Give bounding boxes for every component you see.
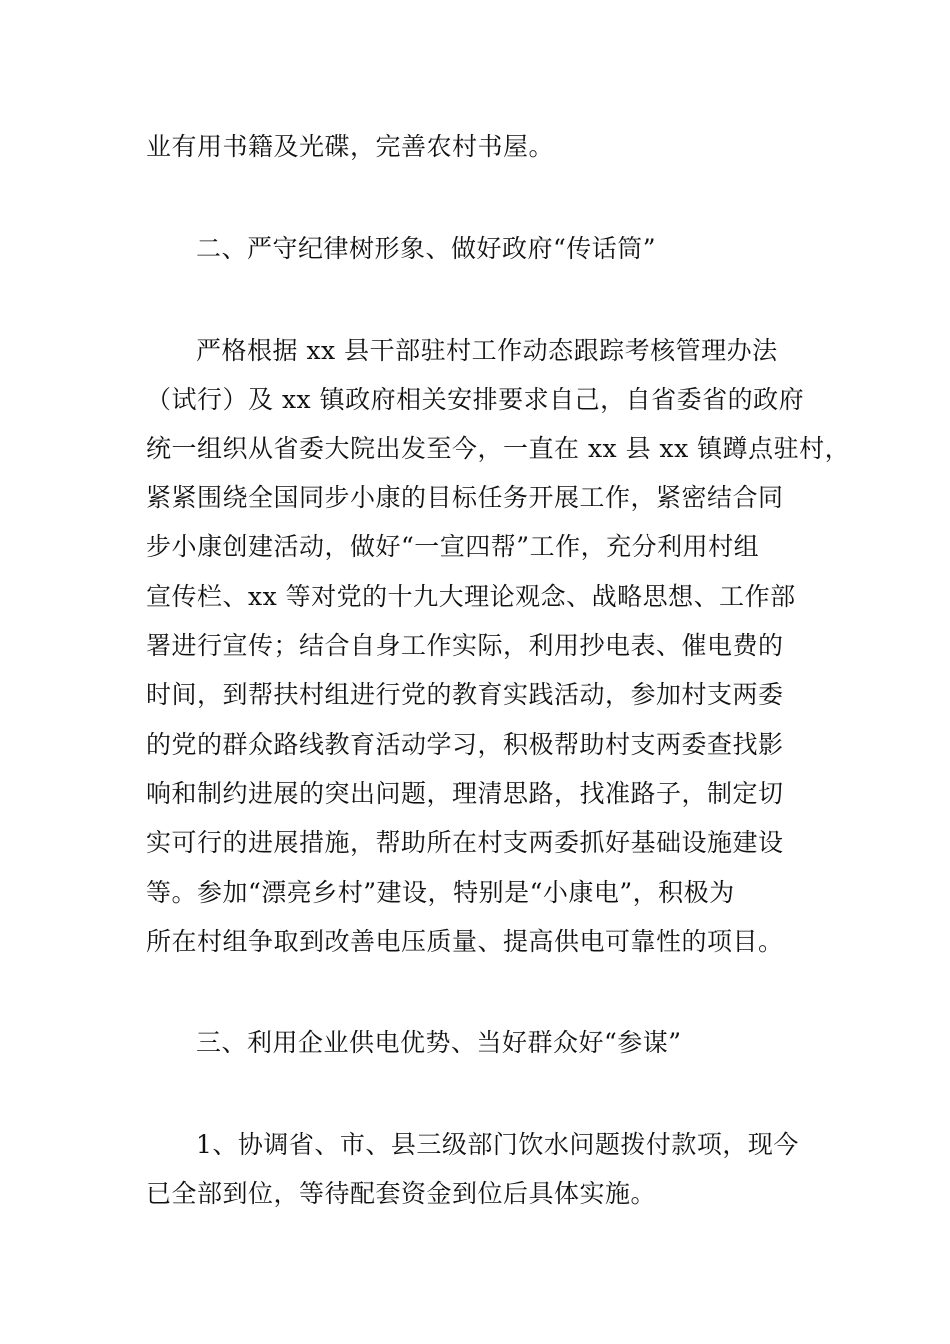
text-line: 实可行的进展措施，帮助所在村支两委抓好基础设施建设: [146, 828, 784, 857]
text-line: 统一组织从省委大院出发至今，一直在 xx 县 xx 镇蹲点驻村，: [146, 434, 851, 463]
paragraph-first-line: 严格根据 xx 县干部驻村工作动态跟踪考核管理办法: [196, 336, 778, 365]
text-line: 所在村组争取到改善电压质量、提高供电可靠性的项目。: [146, 927, 784, 956]
text-line: 时间，到帮扶村组进行党的教育实践活动，参加村支两委: [146, 680, 784, 709]
text-line: 步小康创建活动，做好“一宣四帮”工作，充分利用村组: [146, 532, 760, 561]
text-line: （试行）及 xx 镇政府相关安排要求自己，自省委省的政府: [146, 385, 805, 414]
section-heading-3: 三、利用企业供电优势、当好群众好“参谋”: [196, 1028, 682, 1057]
text-line: 宣传栏、xx 等对党的十九大理论观念、战略思想、工作部: [146, 582, 796, 611]
text-line: 的党的群众路线教育活动学习，积极帮助村支两委查找影: [146, 730, 784, 759]
paragraph-first-line: 1、协调省、市、县三级部门饮水问题拨付款项，现今: [196, 1130, 799, 1159]
text-line: 已全部到位，等待配套资金到位后具体实施。: [146, 1179, 657, 1208]
text-line: 紧紧围绕全国同步小康的目标任务开展工作，紧密结合同: [146, 483, 784, 512]
section-heading-2: 二、严守纪律树形象、做好政府“传话筒”: [196, 234, 657, 263]
text-line: 业有用书籍及光碟，完善农村书屋。: [146, 132, 555, 161]
text-line: 等。参加“漂亮乡村”建设，特别是“小康电”，积极为: [146, 878, 735, 907]
text-line: 响和制约进展的突出问题，理清思路，找准路子，制定切: [146, 779, 784, 808]
text-line: 署进行宣传；结合自身工作实际，利用抄电表、催电费的: [146, 631, 784, 660]
